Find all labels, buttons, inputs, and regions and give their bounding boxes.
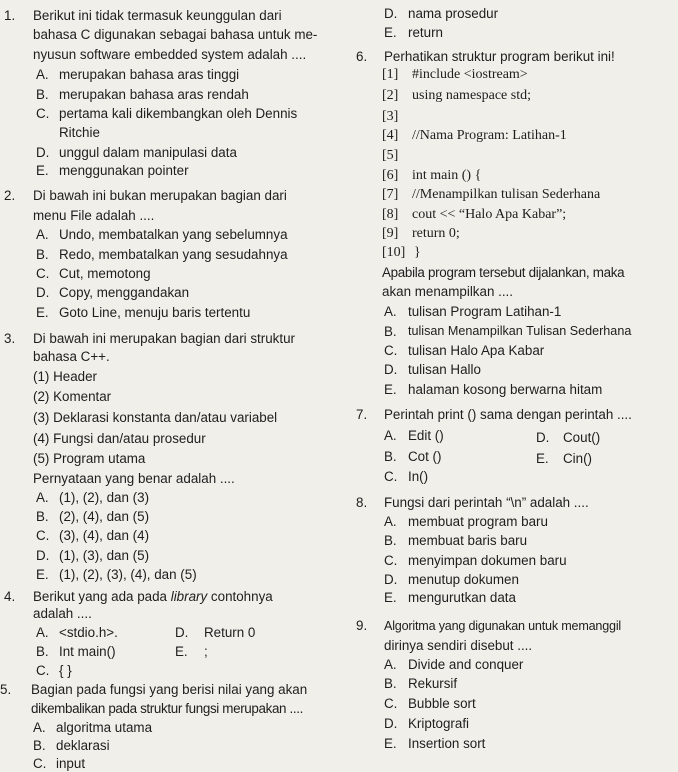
question-5-number: 5. — [0, 682, 12, 697]
q9-option-e-text: Insertion sort — [408, 736, 486, 751]
q2-option-d-text: Copy, menggandakan — [59, 285, 190, 300]
question-6-line-1: Apabila program tersebut dijalankan, maka — [382, 265, 625, 280]
question-2-line-1: Di bawah ini bukan merupakan bagian dari — [33, 188, 287, 203]
q1-option-e-text: menggunakan pointer — [59, 163, 189, 178]
code-line-4-text: //Nama Program: Latihan-1 — [412, 128, 567, 143]
q7-option-a-text: Edit () — [408, 428, 444, 443]
code-line-1-number: [1] — [382, 67, 399, 82]
q9-option-a-text: Divide and conquer — [408, 657, 524, 672]
q7-option-c-label: C. — [384, 469, 398, 484]
q5-option-e-text: return — [408, 25, 443, 40]
code-line-8-text: cout << “Halo Apa Kabar”; — [412, 207, 567, 222]
code-line-2-number: [2] — [382, 88, 399, 103]
q3-item-5: (5) Program utama — [33, 451, 146, 466]
q1-option-a-text: merupakan bahasa aras tinggi — [59, 67, 240, 82]
q9-option-b-label: B. — [384, 676, 397, 691]
question-6-number: 6. — [356, 49, 368, 64]
q3-item-1: (1) Header — [33, 369, 98, 384]
q6-option-d-text: tulisan Hallo — [408, 362, 481, 377]
q4-line1-pre: Berikut yang ada pada — [33, 589, 171, 604]
q5-option-d-label: D. — [384, 6, 398, 21]
q3-item-3: (3) Deklarasi konstanta dan/atau variabel — [33, 410, 278, 425]
q8-option-a-text: membuat program baru — [408, 514, 548, 529]
q3-prompt: Pernyataan yang benar adalah .... — [33, 471, 235, 486]
question-6-intro: Perhatikan struktur program berikut ini! — [384, 49, 615, 64]
question-3-line-1: Di bawah ini merupakan bagian dari struktur — [33, 331, 296, 346]
q9-option-e-label: E. — [384, 736, 397, 751]
question-1-line-1: Berikut ini tidak termasuk keunggulan dari — [33, 8, 282, 23]
question-1-line-2: bahasa C digunakan sebagai bahasa untuk me- — [33, 27, 318, 42]
q1-option-b-label: B. — [36, 87, 49, 102]
code-line-4-number: [4] — [382, 128, 399, 143]
question-1-line-3: nyusun software embedded system adalah .... — [33, 47, 307, 62]
q4-option-d-label: D. — [175, 625, 189, 640]
q9-option-d-text: Kriptografi — [408, 716, 470, 731]
code-line-1-text: #include <iostream> — [412, 67, 528, 82]
question-4-number: 4. — [4, 589, 16, 604]
q2-option-e-label: E. — [36, 305, 49, 320]
question-9-number: 9. — [356, 618, 368, 633]
code-line-9-number: [9] — [382, 226, 399, 241]
q2-option-a-text: Undo, membatalkan yang sebelumnya — [59, 227, 288, 242]
q4-option-a-label: A. — [36, 625, 49, 640]
q4-option-b-label: B. — [36, 644, 49, 659]
question-3-line-2: bahasa C++. — [33, 349, 110, 364]
q3-option-e-label: E. — [36, 567, 49, 582]
q5-option-a-label: A. — [33, 720, 46, 735]
code-line-5-number: [5] — [382, 148, 399, 163]
q4-option-e-text: ; — [204, 644, 208, 659]
q3-option-a-label: A. — [36, 490, 49, 505]
q6-option-d-label: D. — [384, 362, 398, 377]
q9-option-d-label: D. — [384, 716, 398, 731]
q3-item-4: (4) Fungsi dan/atau prosedur — [33, 431, 206, 446]
q6-option-c-text: tulisan Halo Apa Kabar — [408, 343, 545, 358]
q6-option-a-text: tulisan Program Latihan-1 — [408, 304, 562, 319]
q1-option-d-label: D. — [36, 145, 50, 160]
code-line-6-number: [6] — [382, 168, 399, 183]
question-2-line-2: menu File adalah .... — [33, 208, 155, 223]
q3-item-2: (2) Komentar — [33, 389, 112, 404]
q8-option-b-text: membuat baris baru — [408, 533, 528, 548]
q4-option-c-text: { } — [59, 663, 72, 678]
q2-option-d-label: D. — [36, 285, 50, 300]
q5-option-c-label: C. — [33, 756, 47, 771]
q6-option-c-label: C. — [384, 343, 398, 358]
q3-option-c-label: C. — [36, 528, 50, 543]
q8-option-d-text: menutup dokumen — [408, 572, 519, 587]
question-9-line-2: dirinya sendiri disebut .... — [384, 638, 533, 653]
q5-option-e-label: E. — [384, 25, 397, 40]
q4-option-a-text: <stdio.h>. — [59, 625, 118, 640]
q9-option-a-label: A. — [384, 657, 397, 672]
q6-option-b-text: tulisan Menampilkan Tulisan Sederhana — [408, 324, 632, 338]
question-3-number: 3. — [4, 331, 16, 346]
q7-option-b-text: Cot () — [408, 449, 442, 464]
q7-option-c-text: In() — [408, 469, 429, 484]
q6-option-b-label: B. — [384, 324, 397, 339]
q8-option-a-label: A. — [384, 514, 397, 529]
q6-option-e-label: E. — [384, 382, 397, 397]
q1-option-c-continued: Ritchie — [59, 125, 100, 140]
q7-option-e-text: Cin() — [563, 451, 593, 466]
q3-option-e-text: (1), (2), (3), (4), dan (5) — [59, 567, 197, 582]
q3-option-b-text: (2), (4), dan (5) — [59, 509, 150, 524]
code-line-7-text: //Menampilkan tulisan Sederhana — [412, 187, 601, 202]
q5-option-a-text: algoritma utama — [56, 720, 153, 735]
q3-option-b-label: B. — [36, 509, 49, 524]
question-4-line-2: adalah .... — [33, 606, 92, 621]
q4-option-b-text: Int main() — [59, 644, 116, 659]
q3-option-c-text: (3), (4), dan (4) — [59, 528, 150, 543]
q7-option-b-label: B. — [384, 449, 397, 464]
q1-option-d-text: unggul dalam manipulasi data — [59, 145, 237, 160]
q4-line1-post: contohnya — [207, 589, 273, 604]
q8-option-e-label: E. — [384, 590, 397, 605]
q4-option-d-text: Return 0 — [204, 625, 256, 640]
q5-option-c-text: input — [56, 756, 86, 771]
question-1-number: 1. — [4, 8, 16, 23]
q5-option-b-text: deklarasi — [56, 738, 110, 753]
q4-option-c-label: C. — [36, 663, 50, 678]
q8-option-c-text: menyimpan dokumen baru — [408, 553, 567, 568]
question-9-line-1: Algoritma yang digunakan untuk memanggil — [384, 619, 622, 633]
q3-option-d-text: (1), (3), dan (5) — [59, 548, 150, 563]
q7-option-d-text: Cout() — [563, 430, 601, 445]
question-5-line-2: dikembalikan pada struktur fungsi merupakan .... — [31, 701, 303, 716]
question-7-number: 7. — [356, 407, 368, 422]
q2-option-b-label: B. — [36, 247, 49, 262]
q9-option-c-text: Bubble sort — [408, 696, 476, 711]
q2-option-b-text: Redo, membatalkan yang sesudahnya — [59, 247, 288, 262]
q2-option-a-label: A. — [36, 227, 49, 242]
code-line-2-text: using namespace std; — [412, 88, 531, 103]
q7-option-e-label: E. — [536, 451, 549, 466]
question-5-line-1: Bagian pada fungsi yang berisi nilai yang akan — [31, 682, 308, 697]
q1-option-c-text: pertama kali dikembangkan oleh Dennis — [59, 106, 298, 121]
q3-option-d-label: D. — [36, 548, 50, 563]
q7-option-d-label: D. — [536, 430, 550, 445]
q7-option-a-label: A. — [384, 428, 397, 443]
code-line-6-text: int main () { — [412, 168, 482, 183]
q4-line1-italic: library — [170, 589, 208, 604]
q1-option-b-text: merupakan bahasa aras rendah — [59, 87, 249, 102]
code-line-3-number: [3] — [382, 109, 399, 124]
code-line-9-text: return 0; — [412, 226, 460, 241]
q1-option-c-label: C. — [36, 106, 50, 121]
q3-option-a-text: (1), (2), dan (3) — [59, 490, 150, 505]
question-7-line: Perintah print () sama dengan perintah .... — [384, 407, 632, 422]
code-line-10-number: [10] — [382, 245, 406, 260]
code-line-7-number: [7] — [382, 187, 399, 202]
q9-option-b-text: Rekursif — [408, 676, 458, 691]
q4-option-e-label: E. — [175, 644, 188, 659]
q8-option-d-label: D. — [384, 572, 398, 587]
question-2-number: 2. — [4, 188, 16, 203]
q8-option-b-label: B. — [384, 533, 397, 548]
q2-option-c-label: C. — [36, 266, 50, 281]
code-line-10-text: } — [414, 245, 421, 260]
q6-option-e-text: halaman kosong berwarna hitam — [408, 382, 603, 397]
q8-option-c-label: C. — [384, 553, 398, 568]
q2-option-c-text: Cut, memotong — [59, 266, 151, 281]
question-8-line: Fungsi dari perintah “\n” adalah .... — [384, 495, 589, 510]
q6-option-a-label: A. — [384, 304, 397, 319]
q2-option-e-text: Goto Line, menuju baris tertentu — [59, 305, 251, 320]
question-8-number: 8. — [356, 495, 368, 510]
q5-option-b-label: B. — [33, 738, 46, 753]
question-4-line-1 — [33, 588, 273, 605]
q1-option-a-label: A. — [36, 67, 49, 82]
q1-option-e-label: E. — [36, 163, 49, 178]
question-6-line-2: akan menampilkan .... — [382, 284, 513, 299]
q9-option-c-label: C. — [384, 696, 398, 711]
code-line-8-number: [8] — [382, 207, 399, 222]
q8-option-e-text: mengurutkan data — [408, 590, 516, 605]
q5-option-d-text: nama prosedur — [408, 6, 499, 21]
